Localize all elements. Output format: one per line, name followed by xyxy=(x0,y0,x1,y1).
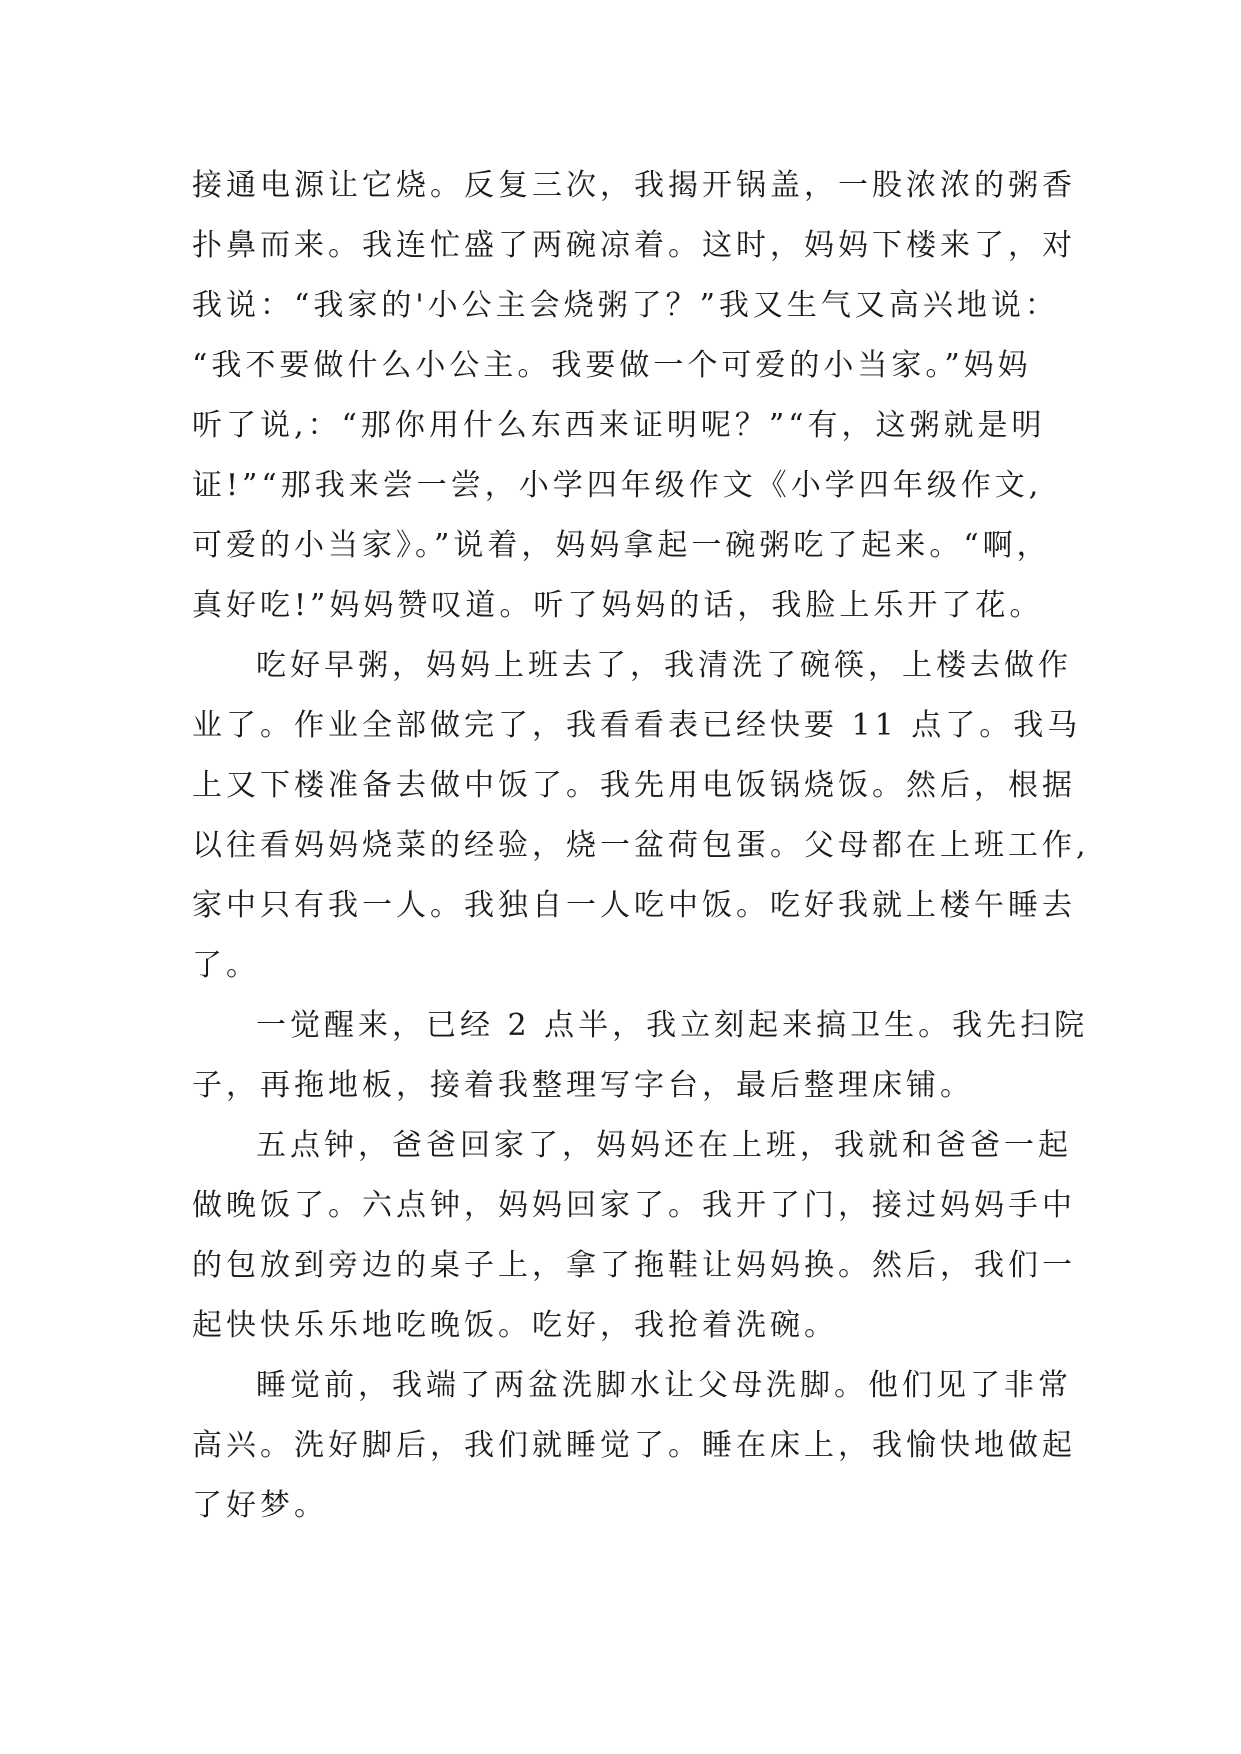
text-line: 做晚饭了。六点钟，妈妈回家了。我开了门，接过妈妈手中 xyxy=(192,1188,1076,1223)
text-line: 家中只有我一人。我独自一人吃中饭。吃好我就上楼午睡去 xyxy=(192,888,1076,923)
text-line: 上又下楼准备去做中饭了。我先用电饭锅烧饭。然后，根据 xyxy=(192,768,1076,803)
text-line: 接通电源让它烧。反复三次，我揭开锅盖，一股浓浓的粥香 xyxy=(192,168,1076,203)
paragraph-first-line: 一觉醒来，已经 2 点半，我立刻起来搞卫生。我先扫院 xyxy=(256,1008,1089,1043)
document-body xyxy=(192,156,1090,1536)
text-line: 我说：“我家的'小公主会烧粥了？”我又生气又高兴地说： xyxy=(192,288,1059,323)
text-line: 可爱的小当家》。”说着，妈妈拿起一碗粥吃了起来。“啊， xyxy=(192,528,1051,563)
text-line: 子，再拖地板，接着我整理写字台，最后整理床铺。 xyxy=(192,1068,974,1103)
text-line: 以往看妈妈烧菜的经验，烧一盆荷包蛋。父母都在上班工作, xyxy=(192,828,1090,863)
text-line: 业了。作业全部做完了，我看看表已经快要 11 点了。我马 xyxy=(192,708,1082,743)
text-line: 真好吃!”妈妈赞叹道。听了妈妈的话，我脸上乐开了花。 xyxy=(192,588,1044,623)
text-line: 了好梦。 xyxy=(192,1488,328,1523)
text-line: 听了说,：“那你用什么东西来证明呢？”“有，这粥就是明 xyxy=(192,408,1046,443)
text-line: 证!”“那我来尝一尝，小学四年级作文《小学四年级作文, xyxy=(192,468,1043,503)
text-line: 的包放到旁边的桌子上，拿了拖鞋让妈妈换。然后，我们一 xyxy=(192,1248,1076,1283)
paragraph-first-line: 睡觉前，我端了两盆洗脚水让父母洗脚。他们见了非常 xyxy=(256,1368,1072,1403)
text-line: 起快快乐乐地吃晚饭。吃好，我抢着洗碗。 xyxy=(192,1308,838,1343)
paragraph-first-line: 吃好早粥，妈妈上班去了，我清洗了碗筷，上楼去做作 xyxy=(256,648,1072,683)
paragraph-first-line: 五点钟，爸爸回家了，妈妈还在上班，我就和爸爸一起 xyxy=(256,1128,1072,1163)
text-line: “我不要做什么小公主。我要做一个可爱的小当家。”妈妈 xyxy=(192,348,1032,383)
text-line: 了。 xyxy=(192,948,260,983)
text-line: 高兴。洗好脚后，我们就睡觉了。睡在床上，我愉快地做起 xyxy=(192,1428,1076,1463)
text-line: 扑鼻而来。我连忙盛了两碗凉着。这时，妈妈下楼来了，对 xyxy=(192,228,1076,263)
